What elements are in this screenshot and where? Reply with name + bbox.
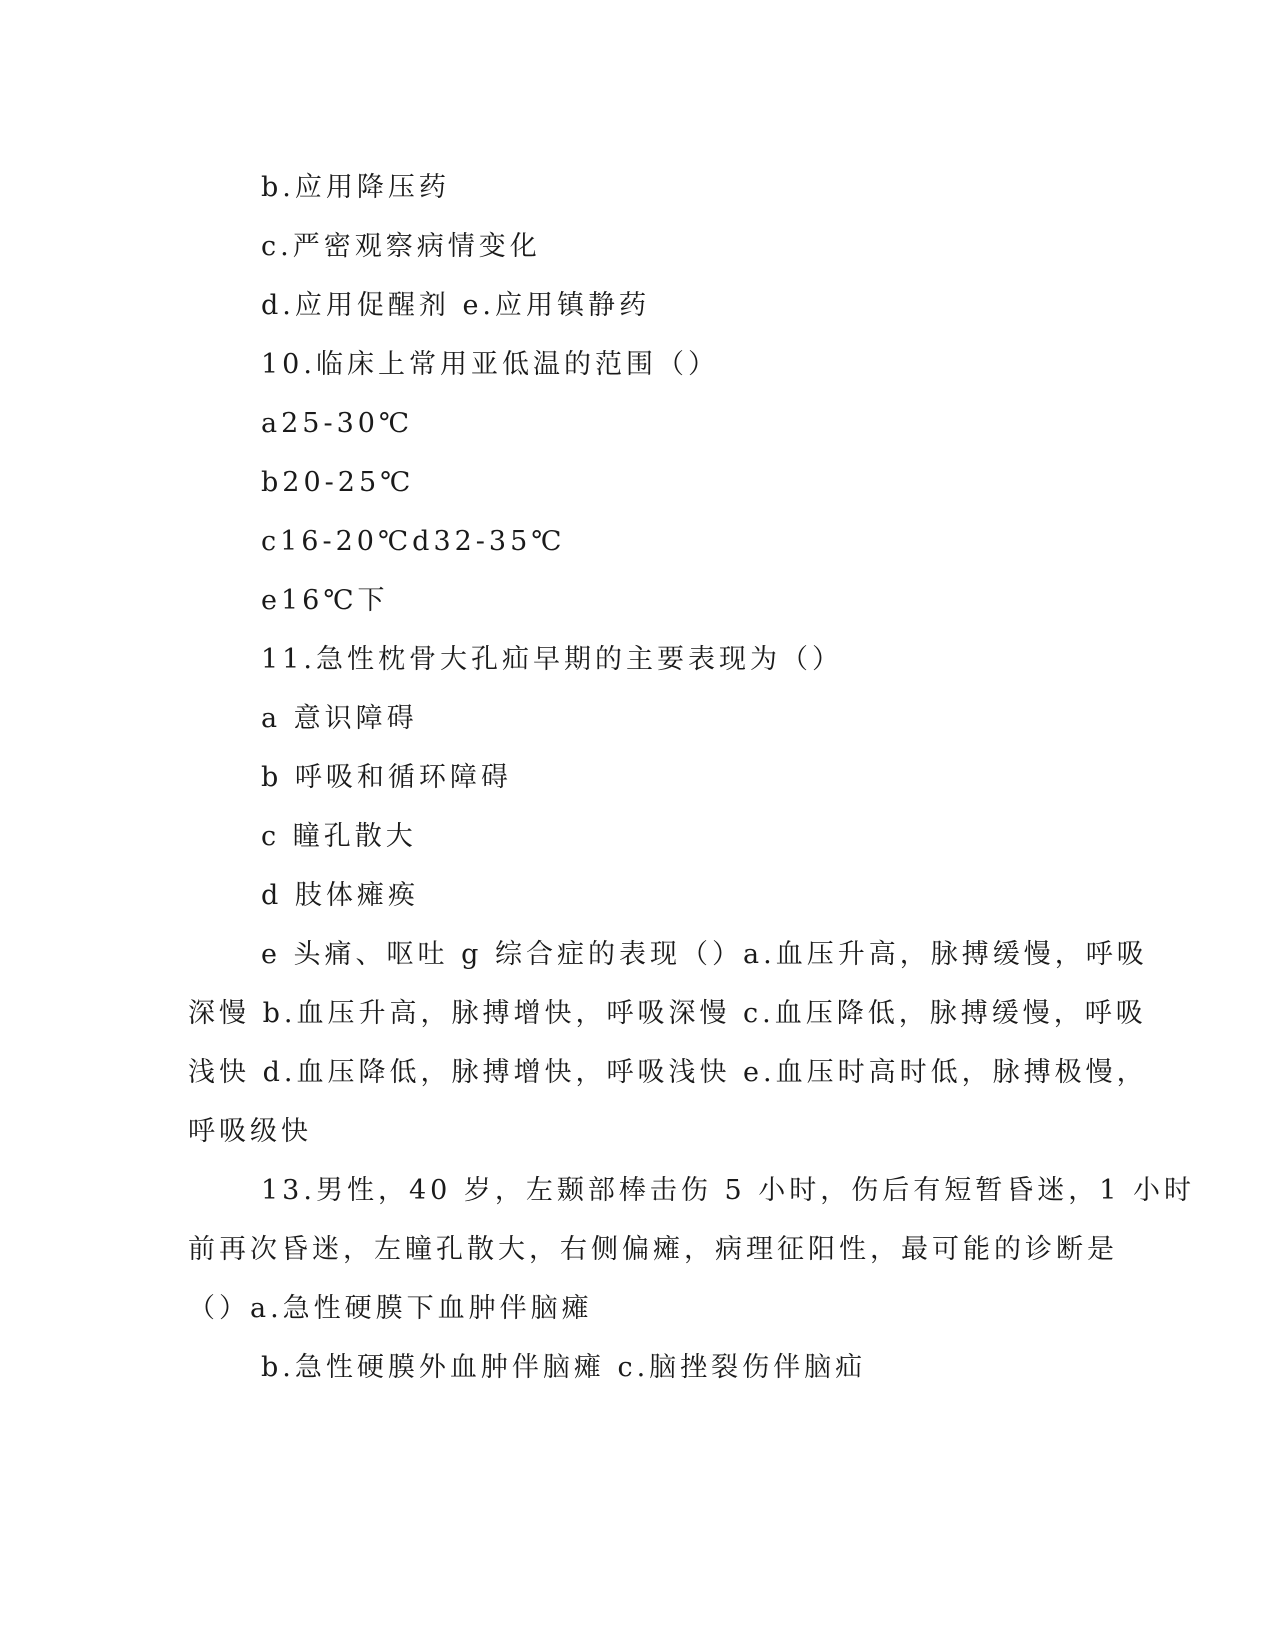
q12-text-line-3: 浅快 d.血压降低，脉搏增快，呼吸浅快 e.血压时高时低，脉搏极慢， xyxy=(188,1057,1148,1088)
q11-option-d: d 肢体瘫痪 xyxy=(261,880,419,911)
q11-option-a: a 意识障碍 xyxy=(261,703,418,734)
q11-option-b: b 呼吸和循环障碍 xyxy=(261,762,512,793)
q13-option-a: （）a.急性硬膜下血肿伴脑瘫 xyxy=(188,1293,593,1324)
answer-option-b: b.应用降压药 xyxy=(261,172,450,203)
q10-option-a: a25-30℃ xyxy=(261,408,414,439)
answer-options-d-e: d.应用促醒剂 e.应用镇静药 xyxy=(261,290,651,321)
question-11: 11.急性枕骨大孔疝早期的主要表现为（） xyxy=(261,644,843,675)
q12-text-line-4: 呼吸级快 xyxy=(188,1116,312,1147)
q10-option-e: e16℃下 xyxy=(261,585,389,616)
q11-option-c: c 瞳孔散大 xyxy=(261,821,417,852)
q12-text-line-2: 深慢 b.血压升高，脉搏增快，呼吸深慢 c.血压降低，脉搏缓慢，呼吸 xyxy=(188,998,1147,1029)
q10-option-b: b20-25℃ xyxy=(261,467,415,498)
q11-option-e-and-q12: e 头痛、呕吐 g 综合症的表现（）a.血压升高，脉搏缓慢，呼吸 xyxy=(261,939,1148,970)
question-13: 13.男性，40 岁，左颞部棒击伤 5 小时，伤后有短暂昏迷，1 小时 xyxy=(261,1175,1195,1206)
answer-option-c: c.严密观察病情变化 xyxy=(261,231,541,262)
question-10: 10.临床上常用亚低温的范围（） xyxy=(261,349,719,380)
q10-options-c-d: c16-20℃d32-35℃ xyxy=(261,526,566,557)
q13-options-b-c: b.急性硬膜外血肿伴脑瘫 c.脑挫裂伤伴脑疝 xyxy=(261,1352,867,1383)
q13-text-line-2: 前再次昏迷，左瞳孔散大，右侧偏瘫，病理征阳性，最可能的诊断是 xyxy=(188,1234,1118,1265)
